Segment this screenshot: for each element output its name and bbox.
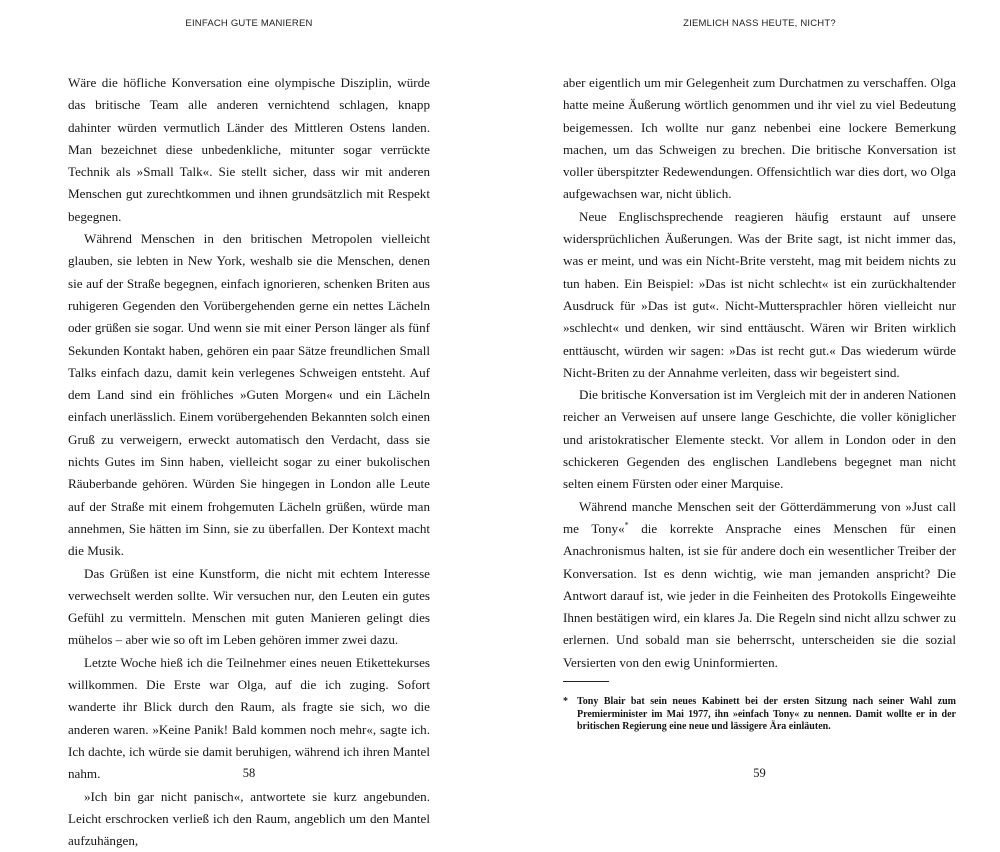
footnote-reference: *: [625, 521, 629, 530]
page-body: [563, 72, 956, 674]
left-page: [68, 0, 430, 800]
running-head: EINFACH GUTE MANIEREN: [68, 18, 430, 29]
footnote-rule: [563, 681, 609, 682]
paragraph: Wäre die höfliche Konversation eine olympische Disziplin, würde das britische Team alle anderen vernichtend schlagen, knapp dahinter würden vermutlich Länder des Mittleren Ostens landen. Man bezeichnet diese unbedenkliche, mitunter sogar verrückte Technik als »Small Talk«. Sie stellt sicher, dass wir mit anderen Menschen gut zurechtkommen und ihnen grundsätzlich mit Respekt begegnen.: [68, 72, 430, 228]
paragraph-text: Während manche Menschen seit der Götterdämmerung von »Just call me Tony«: [563, 499, 956, 536]
page-number: 59: [563, 766, 956, 781]
paragraph: Die britische Konversation ist im Vergleich mit der in anderen Nationen reicher an Verweisen auf unsere lange Geschichte, die voller königlicher und aristokratischer Elemente steckt. Vor allem in London oder in den schickeren Gegenden des englischen Landlebens begegnet man nicht selten einem Fürsten oder einer Marquise.: [563, 384, 956, 495]
paragraph: Neue Englischsprechende reagieren häufig erstaunt auf unsere widersprüchlichen Äußerungen. Was der Brite sagt, ist nicht immer das, was er meint, und was ein Nicht-Brite versteht, mag mit beidem nichts zu tun haben. Ein Beispiel: »Das ist nicht schlecht« ist ein zurückhaltender Ausdruck für »Das ist gut«. Nicht-Muttersprachler hören vielleicht nur »schlecht« und denken, wir sind enttäuscht. Wären wir Briten wirklich enttäuscht, würden wir sagen: »Das ist recht gut.« Das wiederum würde Nicht-Briten zu der Annahme verleiten, dass wir begeistert sind.: [563, 206, 956, 384]
paragraph: Letzte Woche hieß ich die Teilnehmer eines neuen Etikettekurses willkommen. Die Erste war Olga, auf die ich zuging. Sofort wanderte ihr Blick durch den Raum, als fragte sie sich, wo die anderen waren. »Keine Panik! Bald kommen noch mehr«, sagte ich. Ich dachte, ich würde sie damit beruhigen, während ich ihren Mantel nahm.: [68, 652, 430, 786]
paragraph: Das Grüßen ist eine Kunstform, die nicht mit echtem Interesse verwechselt werden sollte. Wir versuchen nur, den Leuten ein gutes Gefühl zu vermitteln. Menschen mit guten Manieren gelingt dies mühelos – aber wie so oft im Leben gehören immer zwei dazu.: [68, 563, 430, 652]
right-page: [563, 0, 956, 800]
paragraph-text: die korrekte Ansprache eines Menschen für einen Anachronismus halten, ist sie für andere doch ein wesentlicher Treiber der Konversation. Ist es denn wichtig, wie man jemanden anspricht? Die Antwort darauf ist, wie jeder in die Feinheiten des Protokolls Eingeweihte Ihnen bestätigen wird, ein klares Ja. Die Regeln sind nicht allzu schwer zu erlernen. Und sobald man sie beherrscht, unterscheiden sie die sozial Versierten von den ewig Uninformierten.: [563, 521, 956, 670]
footnote-text: Tony Blair bat sein neues Kabinett bei der ersten Sitzung nach seiner Wahl zum Premierminister im Mai 1977, ihn »einfach Tony« zu nennen. Damit wollte er in der britischen Regierung eine neue und lässigere Ära einläuten.: [577, 696, 956, 734]
footnote-marker: *: [563, 696, 577, 734]
page-number: 58: [68, 766, 430, 781]
paragraph: »Ich bin gar nicht panisch«, antwortete sie kurz angebunden. Leicht erschrocken verließ ich den Raum, angeblich um den Mantel aufzuhängen,: [68, 786, 430, 852]
paragraph: Während Menschen in den britischen Metropolen vielleicht glauben, sie lebten in New York, weshalb sie die Menschen, denen sie auf der Straße begegnen, einfach ignorieren, schenken Briten aus ruhigeren Gegenden den Vorübergehenden gerne ein nettes Lächeln oder grüßen sie sogar. Und wenn sie mit einer Person länger als fünf Sekunden Kontakt haben, gehören ein paar Sätze freundlichen Small Talks einfach dazu, damit kein verlegenes Schweigen entsteht. Auf dem Land sind ein fröhliches »Guten Morgen« und ein Lächeln einfach unerlässlich. Einem vorübergehenden Bekannten solch einen Gruß zu verweigern, erweckt automatisch den Verdacht, dass sie nichts Gutes im Sinn haben, vielleicht sogar zu einer bukolischen Räuberbande gehören. Würden Sie hingegen in London alle Leute auf der Straße mit einem frohgemuten Lächeln grüßen, würde man annehmen, Sie hätten im Sinn, sie zu überfallen. Der Kontext macht die Musik.: [68, 228, 430, 562]
paragraph: aber eigentlich um mir Gelegenheit zum Durchatmen zu verschaffen. Olga hatte meine Äußerung wörtlich genommen und ihr viel zu viel Bedeutung beigemessen. Ich wollte nur ganz nebenbei eine lockere Bemerkung machen, um das Schweigen zu brechen. Die britische Konversation ist voller überspitzter Redewendungen. Offensichtlich war dies dort, wo Olga aufgewachsen war, nicht üblich.: [563, 72, 956, 206]
running-head: ZIEMLICH NASS HEUTE, NICHT?: [563, 18, 956, 29]
page-body: [68, 72, 430, 852]
footnote: [563, 696, 956, 734]
paragraph: [563, 496, 956, 674]
